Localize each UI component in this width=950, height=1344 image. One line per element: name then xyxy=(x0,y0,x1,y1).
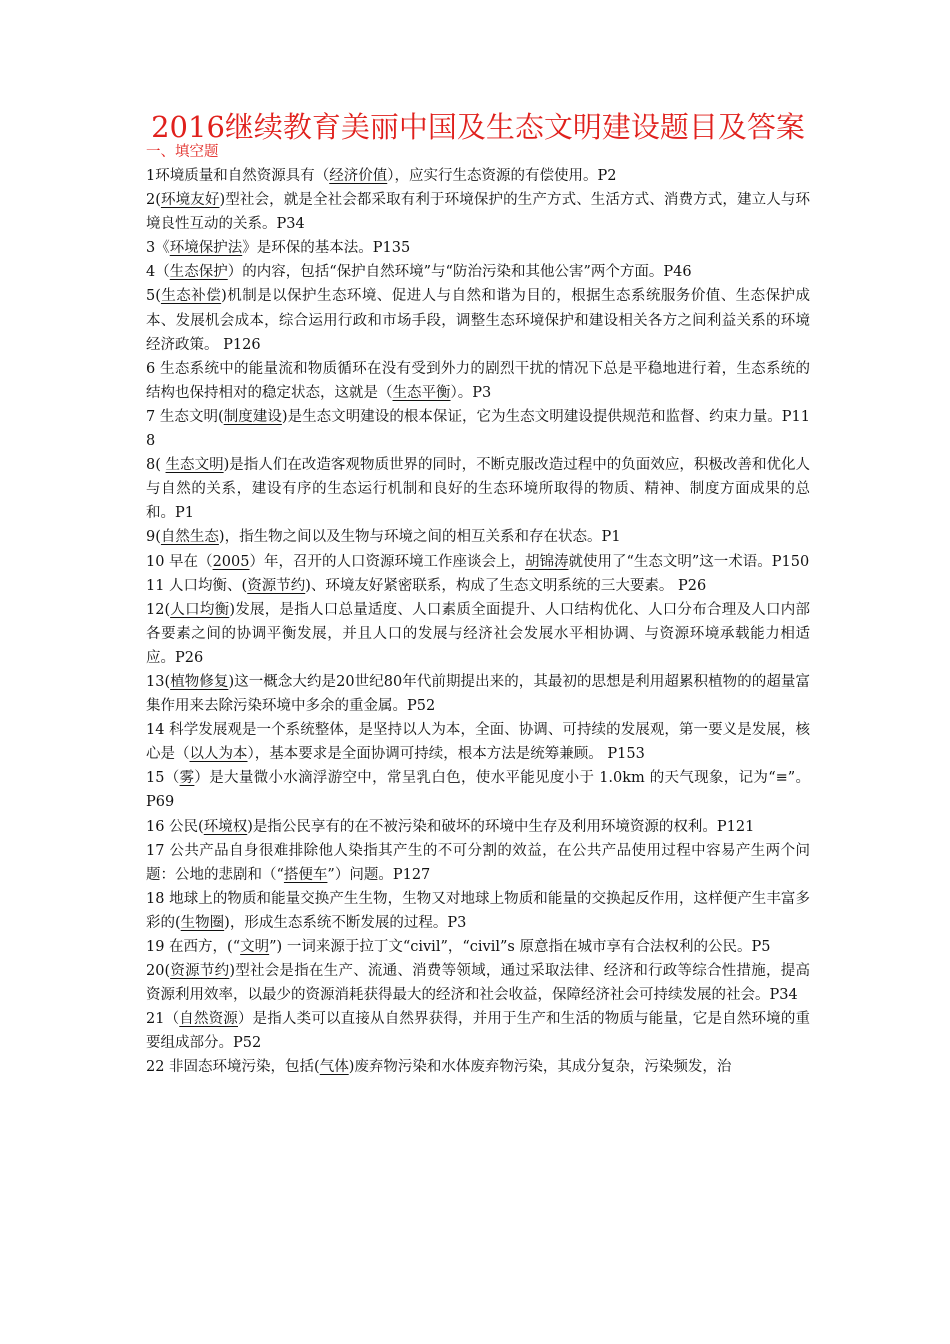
question-number: 7 xyxy=(146,408,156,425)
question-text: 非固态环境污染，包括( xyxy=(164,1059,320,1076)
question-text: ( xyxy=(155,529,161,546)
question-item xyxy=(146,766,810,814)
question-number: 17 xyxy=(146,842,165,859)
answer-text: 环境友好 xyxy=(160,192,220,209)
question-text: （ xyxy=(155,264,170,281)
question-text: ）是大量微小水滴浮游空中，常呈乳白色，使水平能见度小于 1.0km 的天气现象，记为“≡”。 P69 xyxy=(146,770,810,811)
document-title: 2016继续教育美丽中国及生态文明建设题目及答案 xyxy=(151,110,805,144)
question-text: ( xyxy=(155,192,161,209)
answer-text: 经济价值 xyxy=(329,168,388,184)
question-number: 2 xyxy=(146,192,156,209)
question-item xyxy=(146,959,810,1007)
question-item xyxy=(146,1055,810,1079)
question-text: 早在（ xyxy=(164,553,213,570)
answer-text: 生物圈 xyxy=(180,914,225,931)
question-item xyxy=(146,598,810,670)
question-text: )机制是以保护生态环境、促进人与自然和谐为目的，根据生态系统服务价值、生态保护成本、发展机会成本，综合运用行政和市场手段，调整生态环境保护和建设相关各方之间利益关系的环境经济政策。 P126 xyxy=(146,288,810,353)
question-item xyxy=(146,839,810,887)
question-text: )型社会是指在生产、流通、消费等领域，通过采取法律、经济和行政等综合性措施，提高资源利用效率，以最少的资源消耗获得最大的经济和社会收益，保障经济社会可持续发展的社会。P34 xyxy=(146,963,810,1004)
question-number: 21 xyxy=(146,1011,165,1028)
answer-text: 胡锦涛 xyxy=(524,553,569,570)
question-text: ）。P3 xyxy=(450,384,492,401)
question-text: 就使用了“生态文明”这一术语。P150 xyxy=(568,553,810,570)
question-item xyxy=(146,670,810,718)
question-text: )型社会，就是全社会都采取有利于环境保护的生产方式、生活方式、消费方式，建立人与环境良性互动的关系。P34 xyxy=(146,192,811,233)
question-text: ”) 一词来源于拉丁文“civil”，“civil”s 原意指在城市享有合法权利的公民。P5 xyxy=(269,939,771,955)
section-heading: 一、填空题 xyxy=(146,144,219,160)
question-item xyxy=(146,188,810,236)
answer-text: 自然资源 xyxy=(179,1011,238,1028)
answer-text: 自然生态 xyxy=(160,529,219,546)
question-number: 15 xyxy=(146,770,165,787)
answer-text: 气体 xyxy=(319,1059,349,1076)
document-page xyxy=(146,110,811,1080)
question-item xyxy=(146,718,810,766)
question-text: 公民( xyxy=(164,818,204,835)
question-number: 5 xyxy=(146,288,156,305)
question-text: ( xyxy=(164,601,171,618)
question-text: ( xyxy=(164,963,171,980)
question-text: 在西方，(“ xyxy=(164,939,241,955)
answer-text: 植物修复 xyxy=(170,673,229,690)
question-text: )是生态文明建设的根本保证，它为生态文明建设提供规范和监督、约束力量。P118 xyxy=(146,408,810,450)
question-text: ）年，召开的人口资源环境工作座谈会上， xyxy=(249,553,525,570)
question-item xyxy=(146,550,810,574)
question-text: ( xyxy=(155,288,161,305)
answer-text: 环境保护法 xyxy=(169,240,243,257)
question-text: 人口均衡、( xyxy=(164,577,248,594)
question-text: ( xyxy=(155,457,166,474)
question-item xyxy=(146,935,810,959)
answer-text: 制度建设 xyxy=(223,408,282,425)
question-item xyxy=(146,1007,810,1055)
question-text: ），应实行生态资源的有偿使用。P2 xyxy=(387,168,617,184)
question-text: ），基本要求是全面协调可持续，根本方法是统筹兼顾。 P153 xyxy=(247,746,645,763)
answer-text: 以人为本 xyxy=(189,746,248,763)
question-text: 《 xyxy=(155,240,170,257)
question-text: ”）问题。P127 xyxy=(327,866,431,883)
question-text: 》是环保的基本法。P135 xyxy=(242,240,411,257)
question-text: 科学发展观是一个系统整体，是坚持以人为本，全面、协调、可持续的发展观，第一要义是发展，核心是（ xyxy=(146,722,810,763)
question-item xyxy=(146,815,810,839)
question-item xyxy=(146,887,810,935)
answer-text: 资源节约 xyxy=(170,963,230,980)
answer-text: 人口均衡 xyxy=(170,601,230,618)
question-number: 14 xyxy=(146,722,165,739)
question-item xyxy=(146,164,810,188)
question-number: 13 xyxy=(146,673,165,690)
question-number: 18 xyxy=(146,890,165,907)
question-text: ）是指人类可以直接从自然界获得，并用于生产和生活的物质与能量，它是自然环境的重要组成部分。P52 xyxy=(146,1011,810,1052)
question-item xyxy=(146,453,810,525)
answer-text: 文明 xyxy=(240,939,270,955)
question-number: 12 xyxy=(146,601,165,618)
question-number: 19 xyxy=(146,939,165,955)
question-text: )废弃物污染和水体废弃物污染，其成分复杂，污染频发，治 xyxy=(348,1059,732,1076)
question-number: 11 xyxy=(146,577,165,594)
answer-text: 环境权 xyxy=(203,818,248,835)
question-item xyxy=(146,574,810,598)
question-text: )是指公民享有的在不被污染和破坏的环境中生存及利用环境资源的权利。P121 xyxy=(247,818,755,835)
answer-text: 生态补偿 xyxy=(160,288,222,305)
question-number: 22 xyxy=(146,1059,165,1076)
question-text: ）的内容，包括“保护自然环境”与“防治污染和其他公害”两个方面。P46 xyxy=(227,264,692,281)
question-number: 9 xyxy=(146,529,156,546)
question-number: 8 xyxy=(146,457,156,474)
question-item xyxy=(146,357,810,405)
question-item xyxy=(146,236,810,260)
question-text: )发展，是指人口总量适度、人口素质全面提升、人口结构优化、人口分布合理及人口内部各要素之间的协调平衡发展，并且人口的发展与经济社会发展水平相协调、与资源环境承载能力相适应。P26 xyxy=(146,601,810,666)
question-number: 6 xyxy=(146,360,156,377)
answer-text: 2005 xyxy=(212,553,250,570)
question-number: 16 xyxy=(146,818,165,835)
question-number: 10 xyxy=(146,553,165,570)
question-text: （ xyxy=(164,1011,180,1028)
question-item xyxy=(146,525,810,549)
question-item xyxy=(146,260,810,284)
answer-text: 生态保护 xyxy=(169,264,228,281)
question-text: )，指生物之间以及生物与环境之间的相互关系和存在状态。P1 xyxy=(218,529,621,546)
question-item xyxy=(146,405,810,453)
question-number: 20 xyxy=(146,963,165,980)
question-text: )，形成生态系统不断发展的过程。P3 xyxy=(224,914,467,931)
question-text: 公共产品自身很难排除他人染指其产生的不可分割的效益，在公共产品使用过程中容易产生两个问题：公地的悲剧和（“ xyxy=(146,842,810,883)
answer-text: 雾 xyxy=(179,770,195,787)
question-number: 3 xyxy=(146,240,156,257)
question-text: 生态文明( xyxy=(155,408,224,425)
question-text: （ xyxy=(164,770,180,787)
answer-text: 资源节约 xyxy=(247,577,306,594)
question-text: )这一概念大约是20世纪80年代前期提出来的，其最初的思想是利用超累积植物的的超量富集作用来去除污染环境中多余的重金属。P52 xyxy=(146,673,811,715)
question-text: 环境质量和自然资源具有（ xyxy=(155,168,330,184)
question-text: ( xyxy=(164,673,171,690)
answer-text: 搭便车 xyxy=(283,866,328,883)
question-item xyxy=(146,284,810,356)
question-list xyxy=(146,164,810,1080)
answer-text: 生态平衡 xyxy=(392,384,451,401)
question-text: 地球上的物质和能量交换产生生物，生物又对地球上物质和能量的交换起反作用，这样便产生丰富多彩的( xyxy=(146,890,810,931)
question-text: )、环境友好紧密联系，构成了生态文明系统的三大要素。 P26 xyxy=(305,577,707,594)
question-number: 1 xyxy=(146,168,156,184)
question-text: )是指人们在改造客观物质世界的同时，不断克服改造过程中的负面效应，积极改善和优化人与自然的关系，建设有序的生态运行机制和良好的生态环境所取得的物质、精神、制度方面成果的总和。P1 xyxy=(146,457,810,522)
question-text: 生态系统中的能量流和物质循环在没有受到外力的剧烈干扰的情况下总是平稳地进行着，生态系统的结构也保持相对的稳定状态，这就是（ xyxy=(146,360,810,401)
question-number: 4 xyxy=(146,264,156,281)
answer-text: 生态文明 xyxy=(165,457,224,474)
